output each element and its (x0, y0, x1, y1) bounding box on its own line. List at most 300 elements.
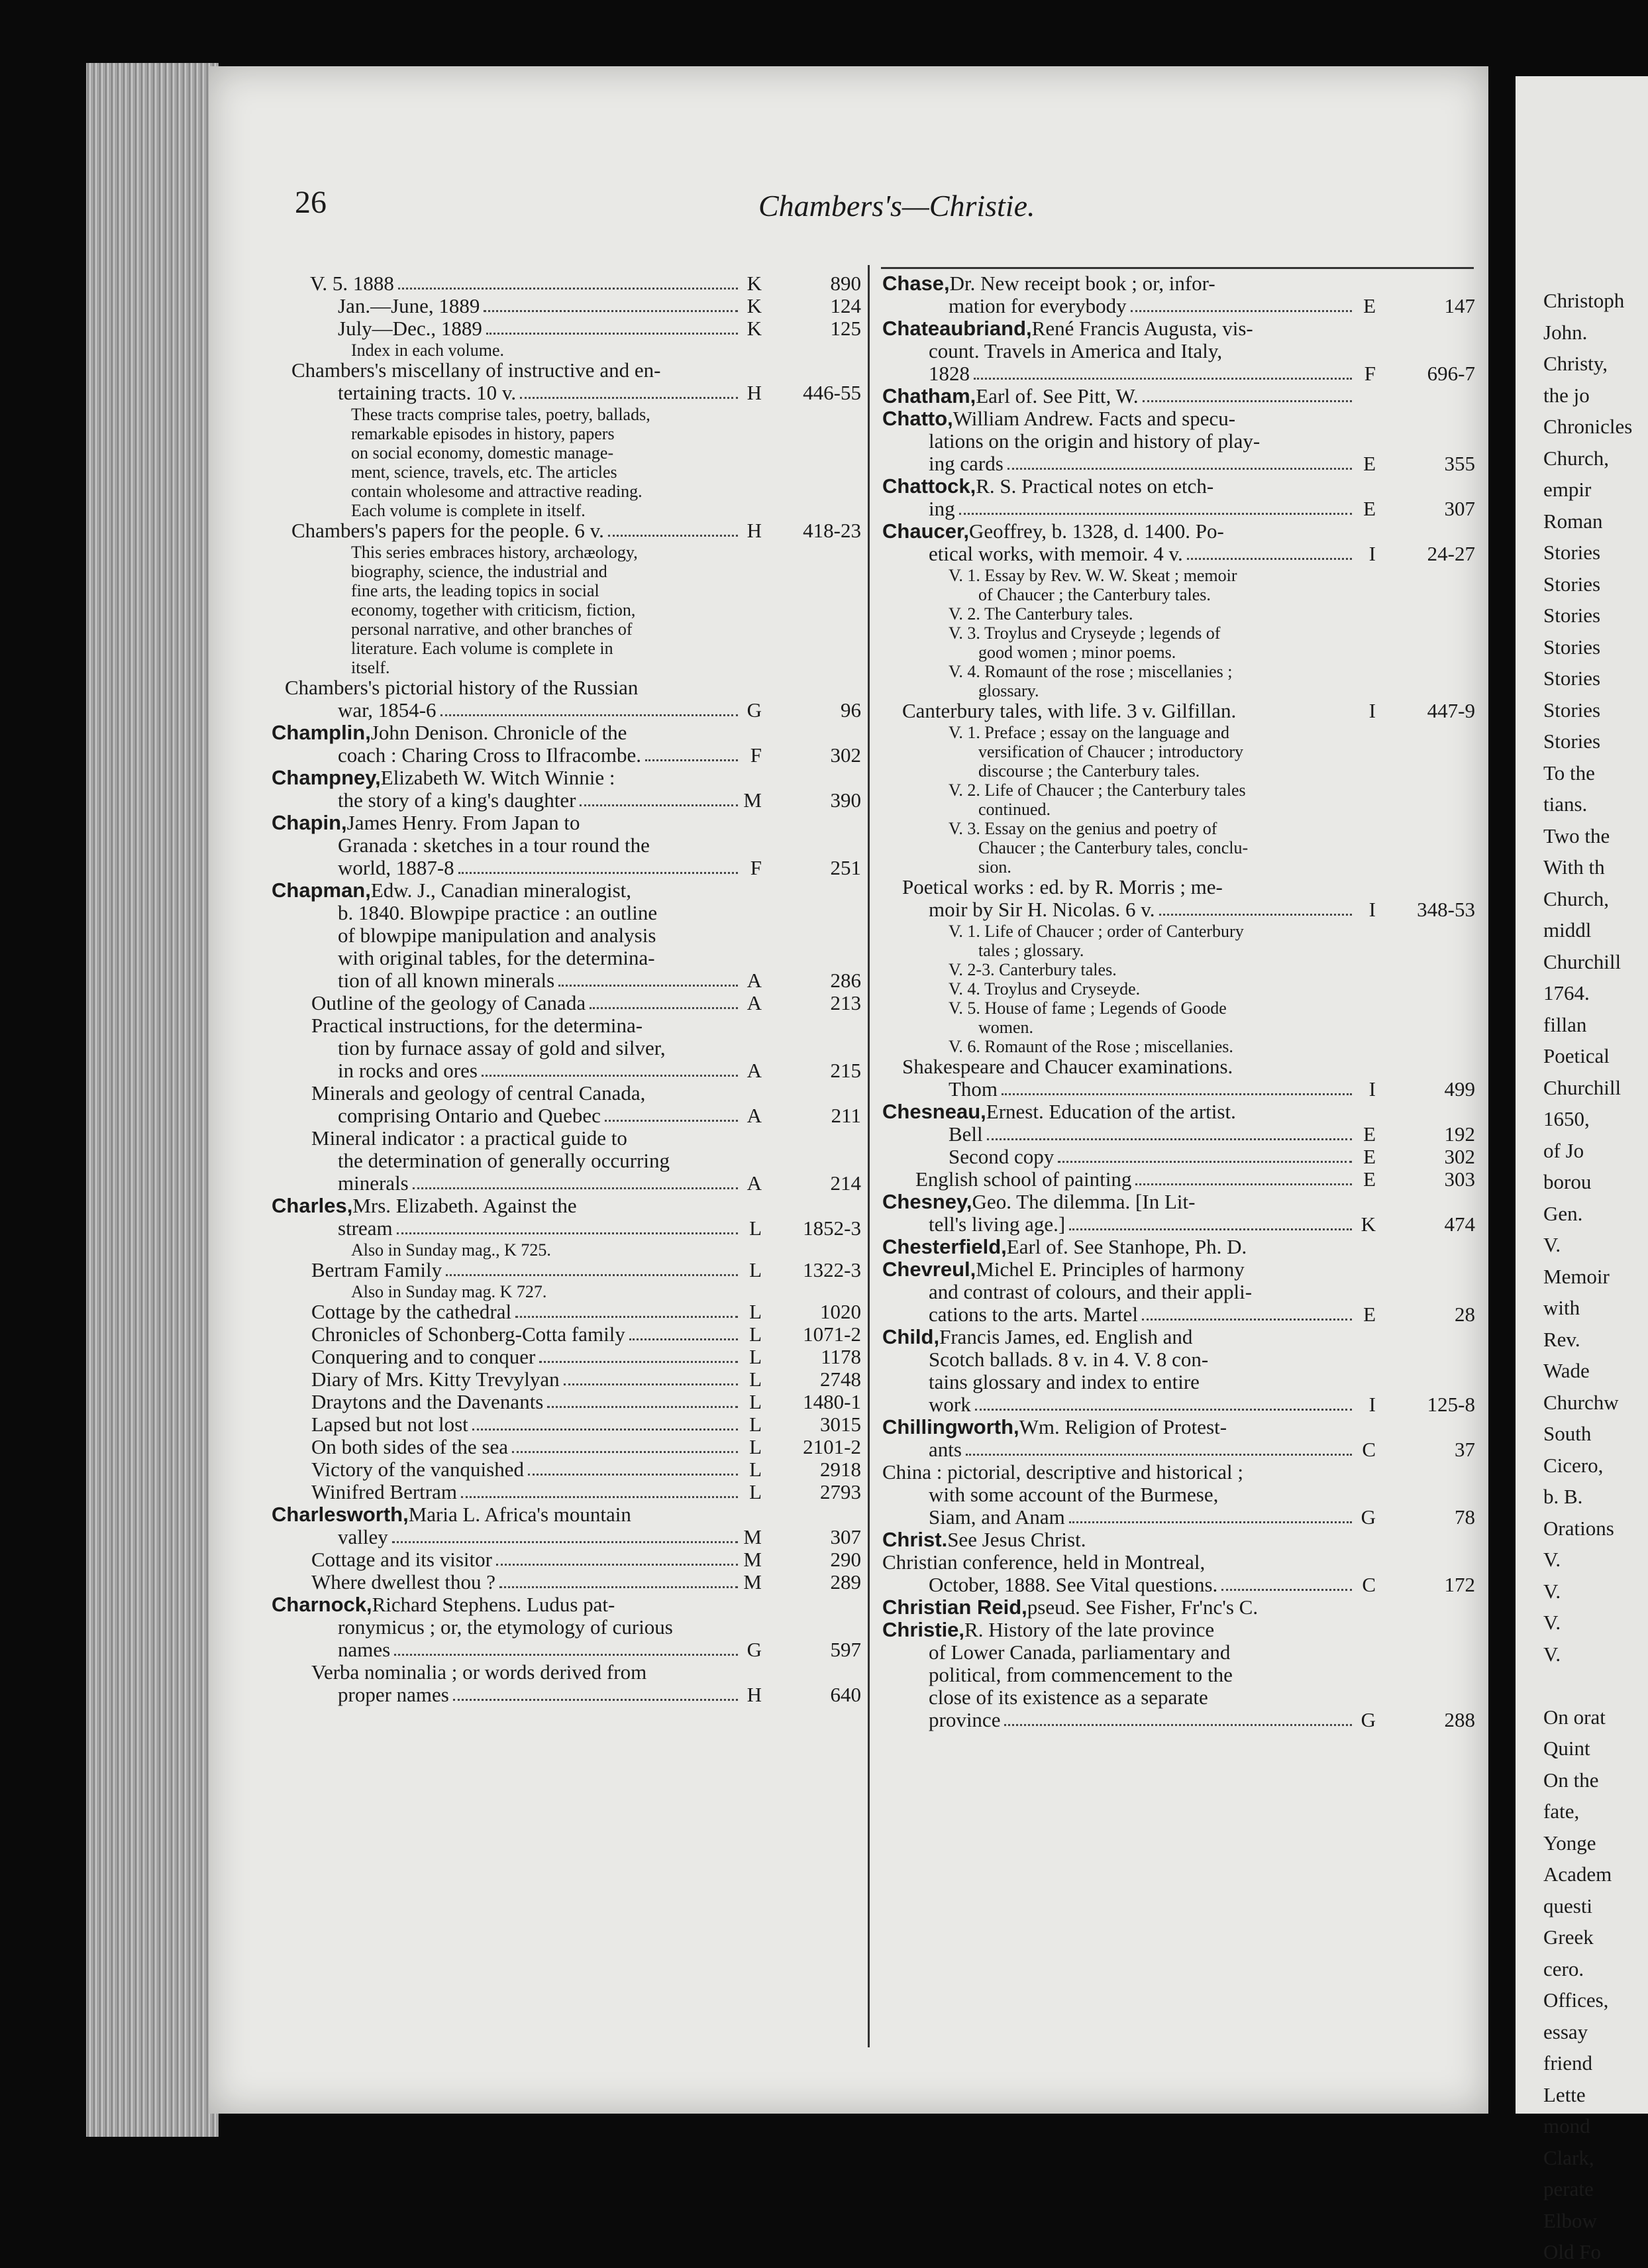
dot-leader (458, 872, 738, 874)
entry-line (882, 1574, 1475, 1597)
entry-line (882, 877, 1475, 899)
entry-text: Victory of the vanquished (311, 1459, 524, 1481)
catalogue-entry (882, 1462, 1475, 1529)
entry-line (272, 1662, 861, 1684)
entry-line (882, 1507, 1475, 1529)
dot-leader (1135, 1183, 1352, 1185)
entry-line (272, 745, 861, 767)
entry-text: proper names (338, 1684, 449, 1706)
dot-leader (1069, 1228, 1352, 1230)
call-number: 446-55 (803, 382, 861, 404)
entry-line (882, 1619, 1475, 1642)
volume-note: V. 1. Preface ; essay on the language and (949, 723, 1230, 742)
volume-note: V. 3. Troylus and Cryseyde ; legends of (949, 623, 1221, 643)
entry-text: Where dwellest thou ? (311, 1572, 496, 1593)
right-page-fragment: Christoph (1543, 289, 1625, 312)
entry-line (272, 677, 861, 700)
right-page-fragment: Yonge (1543, 1831, 1596, 1855)
entry-line (882, 1304, 1475, 1326)
dot-leader (608, 535, 738, 537)
catalogue-entry (272, 1195, 861, 1260)
entry-text: Chambers's pictorial history of the Russian (285, 677, 639, 699)
class-letter: M (743, 790, 762, 812)
class-letter: A (747, 993, 762, 1014)
class-letter: E (1363, 1124, 1376, 1146)
dot-leader (1058, 1161, 1352, 1163)
left-column (272, 273, 861, 1707)
class-letter: M (743, 1549, 762, 1571)
dot-leader (520, 397, 738, 399)
call-number: 302 (1444, 1146, 1475, 1168)
entry-line (882, 1191, 1475, 1214)
entry-text: Siam, and Anam (929, 1507, 1065, 1529)
entry-text: work (929, 1394, 971, 1416)
call-number: 251 (830, 857, 861, 879)
dot-leader (1187, 558, 1352, 560)
right-page-fragment: With th (1543, 855, 1605, 879)
entry-text: Geo. The dilemma. [In Lit- (972, 1191, 1196, 1213)
entry-line (272, 1482, 861, 1504)
right-page-fragment: 1764. (1543, 981, 1590, 1004)
dot-leader (959, 513, 1352, 515)
right-page-fragment: Stories (1543, 604, 1601, 627)
call-number: 213 (830, 993, 861, 1014)
right-page-fragment: Elbow (1543, 2208, 1597, 2232)
right-page-strip (1543, 285, 1648, 2268)
catalogue-entry (272, 360, 861, 520)
entry-line (882, 1462, 1475, 1484)
entry-line (272, 1504, 861, 1527)
right-page-fragment: On orat (1543, 1705, 1606, 1729)
entry-text: Practical instructions, for the determina- (311, 1015, 643, 1037)
entry-text: lations on the origin and history of play- (929, 431, 1261, 453)
class-letter: H (747, 520, 762, 542)
call-number: 172 (1444, 1574, 1475, 1596)
right-page-fragment: tians. (1543, 792, 1588, 816)
class-letter: A (747, 970, 762, 992)
dot-leader (539, 1361, 738, 1363)
right-page-fragment: Greek (1543, 1925, 1594, 1949)
call-number: 890 (830, 273, 861, 295)
entry-text: tertaining tracts. 10 v. (338, 382, 517, 404)
call-number: 348-53 (1417, 899, 1475, 921)
dot-leader (966, 1454, 1352, 1456)
entry-text: the story of a king's daughter (338, 790, 576, 812)
dot-leader (472, 1429, 738, 1431)
volume-note: V. 2. The Canterbury tales. (949, 604, 1133, 623)
entry-line (272, 880, 861, 902)
right-page-fragment: with (1543, 1296, 1580, 1319)
entry-text: Chambers's miscellany of instructive and en- (291, 360, 661, 382)
class-letter: K (747, 318, 762, 340)
entry-text: Bertram Family (311, 1260, 442, 1281)
entry-heading: Champney, (272, 767, 381, 789)
call-number: 37 (1455, 1439, 1475, 1461)
entry-text: Cottage and its visitor (311, 1549, 492, 1571)
call-number: 447-9 (1427, 700, 1475, 722)
entry-line (272, 1218, 861, 1240)
catalogue-entry (882, 521, 1475, 700)
right-page-fragment: On the (1543, 1768, 1599, 1792)
entry-text: Minerals and geology of central Canada, (311, 1083, 646, 1105)
dot-leader (397, 1232, 738, 1234)
catalogue-entry (882, 1619, 1475, 1732)
dot-leader (398, 288, 738, 290)
catalogue-entry (272, 812, 861, 880)
call-number: 2793 (820, 1482, 861, 1503)
entry-line (272, 902, 861, 925)
right-page-fragment: essay (1543, 2020, 1588, 2043)
right-page-fragment: friend (1543, 2051, 1593, 2075)
entry-text: coach : Charing Cross to Ilfracombe. (338, 745, 641, 767)
entry-text: Michel E. Principles of harmony (976, 1259, 1245, 1281)
dot-leader (1131, 310, 1352, 312)
right-page-fragment: Academ (1543, 1863, 1612, 1886)
dot-leader (1004, 1724, 1352, 1726)
dot-leader (975, 1409, 1352, 1411)
entry-text: with original tables, for the determina- (338, 947, 655, 969)
entry-line (882, 386, 1475, 408)
dot-leader (496, 1564, 738, 1566)
entry-text: of blowpipe manipulation and analysis (338, 925, 656, 947)
dot-leader (1069, 1521, 1352, 1523)
entry-text: Elizabeth W. Witch Winnie : (380, 767, 615, 789)
call-number: 390 (830, 790, 861, 812)
dot-leader (629, 1338, 738, 1340)
class-letter: F (750, 857, 762, 879)
call-number: 1852-3 (803, 1218, 861, 1240)
volume-note: Chaucer ; the Canterbury tales, conclu- (978, 838, 1249, 857)
dot-leader (515, 1316, 738, 1318)
entry-line (882, 1687, 1475, 1709)
right-page-fragment: middl (1543, 918, 1592, 942)
entry-note: Each volume is complete in itself. (351, 501, 586, 520)
call-number: 125-8 (1427, 1394, 1475, 1416)
entry-line (272, 1038, 861, 1060)
dot-leader (558, 985, 738, 987)
catalogue-entry (882, 877, 1475, 1056)
entry-text: war, 1854-6 (338, 700, 437, 722)
dot-leader (484, 310, 738, 312)
class-letter: I (1368, 1394, 1376, 1416)
dot-leader (461, 1496, 738, 1498)
call-number: 499 (1444, 1079, 1475, 1101)
class-letter: I (1368, 1079, 1376, 1101)
entry-text: moir by Sir H. Nicolas. 6 v. (929, 899, 1155, 921)
call-number: 286 (830, 970, 861, 992)
entry-line (272, 1527, 861, 1549)
catalogue-entry (882, 700, 1475, 877)
entry-heading: Chatham, (882, 386, 976, 407)
entry-text: Mineral indicator : a practical guide to (311, 1128, 627, 1150)
class-letter: I (1368, 543, 1376, 565)
class-letter: A (747, 1173, 762, 1195)
class-letter: F (750, 745, 762, 767)
volume-note: tales ; glossary. (978, 941, 1084, 960)
entry-text: tion by furnace assay of gold and silver, (338, 1038, 666, 1059)
entry-line (272, 1015, 861, 1038)
volume-note: V. 2-3. Canterbury tales. (949, 960, 1117, 979)
catalogue-entry (882, 1056, 1475, 1101)
entry-line (272, 1150, 861, 1173)
dot-leader (580, 804, 738, 806)
call-number: 215 (830, 1060, 861, 1082)
entry-line (272, 273, 861, 296)
class-letter: H (747, 1684, 762, 1706)
volume-note: discourse ; the Canterbury tales. (978, 761, 1200, 781)
dot-leader (528, 1474, 738, 1476)
right-page-fragment: Chronicles (1543, 415, 1633, 438)
entry-line (272, 1128, 861, 1150)
entry-text: Wm. Religion of Protest- (1019, 1417, 1227, 1438)
entry-line (272, 360, 861, 382)
class-letter: G (1361, 1709, 1376, 1731)
entry-heading: Chateaubriand, (882, 318, 1032, 340)
catalogue-entry (272, 520, 861, 677)
entry-text: the determination of generally occurring (338, 1150, 670, 1172)
entry-line (882, 1101, 1475, 1124)
class-letter: E (1363, 1146, 1376, 1168)
entry-text: ing (929, 498, 955, 520)
entry-heading: Christian Reid, (882, 1597, 1027, 1619)
entry-note: on social economy, domestic manage- (351, 443, 614, 462)
entry-line (882, 1664, 1475, 1687)
call-number: 302 (830, 745, 861, 767)
entry-line (882, 1552, 1475, 1574)
right-page-fragment: the jo (1543, 383, 1590, 407)
entry-line (882, 1349, 1475, 1372)
entry-text: count. Travels in America and Italy, (929, 341, 1223, 362)
class-letter: C (1362, 1439, 1376, 1461)
dot-leader (1143, 400, 1352, 402)
entry-line (272, 1549, 861, 1572)
entry-text: Dr. New receipt book ; or, infor- (949, 273, 1215, 295)
entry-heading: Christ. (882, 1529, 948, 1551)
catalogue-entry (272, 677, 861, 722)
entry-heading: Chaucer, (882, 521, 969, 543)
call-number: 1480-1 (803, 1391, 861, 1413)
right-page-fragment: Christy, (1543, 352, 1608, 375)
page-number: 26 (295, 185, 327, 220)
entry-text: ants (929, 1439, 962, 1461)
right-page-fragment: To the (1543, 761, 1595, 784)
entry-line (272, 993, 861, 1015)
dot-leader (1221, 1589, 1352, 1591)
right-page-fragment: mond (1543, 2114, 1590, 2137)
right-page-fragment: questi (1543, 1894, 1593, 1917)
class-letter: K (747, 296, 762, 317)
call-number: 2101-2 (803, 1436, 861, 1458)
right-page-fragment: Rev. (1543, 1327, 1580, 1351)
entry-note: ment, science, travels, etc. The articles (351, 462, 617, 482)
entry-line (882, 318, 1475, 341)
right-page-fragment: Stories (1543, 729, 1601, 753)
class-letter: L (749, 1369, 762, 1391)
class-letter: K (1361, 1214, 1376, 1236)
entry-line (272, 1639, 861, 1662)
call-number: 211 (831, 1105, 861, 1127)
catalogue-entry (882, 1101, 1475, 1191)
header-rule (881, 267, 1474, 269)
entry-text: July—Dec., 1889 (338, 318, 482, 340)
dot-leader (987, 1138, 1352, 1140)
right-page-fragment: fillan (1543, 1012, 1587, 1036)
right-page-fragment: Offices, (1543, 1988, 1609, 2012)
right-page-fragment: Stories (1543, 541, 1601, 564)
entry-text: Shakespeare and Chaucer examinations. (902, 1056, 1233, 1078)
volume-note: V. 4. Troylus and Cryseyde. (949, 979, 1141, 999)
entry-text: China : pictorial, descriptive and historical ; (882, 1462, 1243, 1484)
class-letter: K (747, 273, 762, 295)
class-letter: G (747, 1639, 762, 1661)
entry-note: Index in each volume. (351, 341, 505, 360)
entry-text: of Lower Canada, parliamentary and (929, 1642, 1231, 1664)
entry-text: Cottage by the cathedral (311, 1301, 512, 1323)
dot-leader (446, 1274, 738, 1276)
right-page-fragment: Stories (1543, 667, 1601, 690)
entry-line (882, 273, 1475, 296)
entry-text: Chambers's papers for the people. 6 v. (291, 520, 604, 542)
entry-text: ing cards (929, 453, 1004, 475)
dot-leader (440, 714, 738, 716)
call-number: 307 (830, 1527, 861, 1548)
entry-text: Jan.—June, 1889 (338, 296, 480, 317)
entry-heading: Child, (882, 1326, 940, 1348)
entry-text: Ernest. Education of the artist. (986, 1101, 1236, 1123)
entry-note: fine arts, the leading topics in social (351, 581, 599, 600)
entry-text: John Denison. Chronicle of the (370, 722, 627, 744)
entry-line (272, 1060, 861, 1083)
dot-leader (645, 759, 738, 761)
catalogue-entry (272, 1594, 861, 1707)
entry-line (272, 1414, 861, 1436)
entry-text: Bell (949, 1124, 983, 1146)
entry-text: stream (338, 1218, 393, 1240)
class-letter: A (747, 1060, 762, 1082)
entry-text: Richard Stephens. Ludus pat- (372, 1594, 615, 1616)
entry-note: itself. (351, 658, 390, 677)
entry-text: Mrs. Elizabeth. Against the (352, 1195, 577, 1217)
entry-text: mation for everybody (949, 296, 1127, 317)
entry-text: Canterbury tales, with life. 3 v. Gilfillan. (902, 700, 1237, 722)
call-number: 289 (830, 1572, 861, 1593)
entry-line (882, 341, 1475, 363)
class-letter: L (749, 1346, 762, 1368)
entry-text: V. 5. 1888 (310, 273, 394, 295)
entry-heading: Christie, (882, 1619, 965, 1641)
class-letter: G (1361, 1507, 1376, 1529)
volume-note: versification of Chaucer ; introductory (978, 742, 1243, 761)
entry-line (882, 1529, 1475, 1552)
entry-line (882, 431, 1475, 453)
entry-text: tains glossary and index to entire (929, 1372, 1200, 1393)
dot-leader (605, 1120, 738, 1122)
class-letter: E (1363, 498, 1376, 520)
entry-line (272, 1459, 861, 1482)
call-number: 288 (1444, 1709, 1475, 1731)
call-number: 192 (1444, 1124, 1475, 1146)
volume-note: V. 3. Essay on the genius and poetry of (949, 819, 1217, 838)
entry-text: See Jesus Christ. (947, 1529, 1086, 1551)
class-letter: A (747, 1105, 762, 1127)
call-number: 28 (1455, 1304, 1475, 1326)
entry-heading: Chattock, (882, 476, 976, 498)
right-page-fragment: V. (1543, 1611, 1561, 1634)
right-page-fragment: Stories (1543, 698, 1601, 722)
entry-text: and contrast of colours, and their appli- (929, 1281, 1253, 1303)
entry-text: Outline of the geology of Canada (311, 993, 586, 1014)
class-letter: E (1363, 1304, 1376, 1326)
entry-text: Verba nominalia ; or words derived from (311, 1662, 647, 1684)
catalogue-entry (272, 1260, 861, 1301)
entry-line (882, 296, 1475, 318)
right-page-fragment: Cicero, (1543, 1453, 1604, 1477)
entry-text: English school of painting (915, 1169, 1132, 1191)
entry-text: Earl of. See Stanhope, Ph. D. (1006, 1236, 1247, 1258)
call-number: 418-23 (803, 520, 861, 542)
entry-heading: Champlin, (272, 722, 371, 744)
entry-line (272, 1617, 861, 1639)
volume-note: continued. (978, 800, 1051, 819)
catalogue-entry (882, 386, 1475, 408)
entry-line (272, 1195, 861, 1218)
dot-leader (392, 1541, 738, 1543)
catalogue-entry (882, 1597, 1475, 1619)
entry-text: etical works, with memoir. 4 v. (929, 543, 1183, 565)
class-letter: L (749, 1218, 762, 1240)
right-page-fragment: Quint (1543, 1737, 1590, 1760)
entry-text: Second copy (949, 1146, 1055, 1168)
entry-text: ronymicus ; or, the etymology of curious (338, 1617, 673, 1639)
call-number: 1178 (821, 1346, 861, 1368)
call-number: 474 (1444, 1214, 1475, 1236)
right-page-fragment: Stories (1543, 572, 1601, 596)
entry-line (272, 700, 861, 722)
right-page-fragment: V. (1543, 1548, 1561, 1571)
page-header (209, 172, 1488, 225)
right-page-fragment: South (1543, 1422, 1592, 1445)
catalogue-entry (882, 1236, 1475, 1259)
dot-leader (547, 1406, 738, 1408)
entry-note: remarkable episodes in history, papers (351, 424, 615, 443)
entry-line (272, 1260, 861, 1282)
entry-heading: Chesney, (882, 1191, 972, 1213)
entry-text: tion of all known minerals (338, 970, 555, 992)
entry-line (882, 408, 1475, 431)
column-divider (868, 265, 870, 2047)
entry-text: close of its existence as a separate (929, 1687, 1208, 1709)
dot-leader (512, 1451, 738, 1453)
entry-heading: Chase, (882, 273, 950, 295)
entry-line (272, 1436, 861, 1459)
volume-note: V. 6. Romaunt of the Rose ; miscellanies. (949, 1037, 1233, 1056)
class-letter: L (749, 1459, 762, 1481)
class-letter: E (1363, 296, 1376, 317)
entry-text: Earl of. See Pitt, W. (976, 386, 1139, 407)
right-page-fragment: Two the (1543, 824, 1610, 847)
entry-line (272, 722, 861, 745)
right-page-fragment: Church, (1543, 446, 1610, 470)
right-page-fragment: Churchill (1543, 1075, 1622, 1099)
entry-note: literature. Each volume is complete in (351, 639, 613, 658)
volume-note: glossary. (978, 681, 1039, 700)
entry-text: Lapsed but not lost (311, 1414, 468, 1436)
entry-line (272, 925, 861, 947)
dot-leader (1002, 1093, 1352, 1095)
class-letter: L (749, 1482, 762, 1503)
entry-line (272, 520, 861, 543)
dot-leader (1159, 914, 1352, 916)
